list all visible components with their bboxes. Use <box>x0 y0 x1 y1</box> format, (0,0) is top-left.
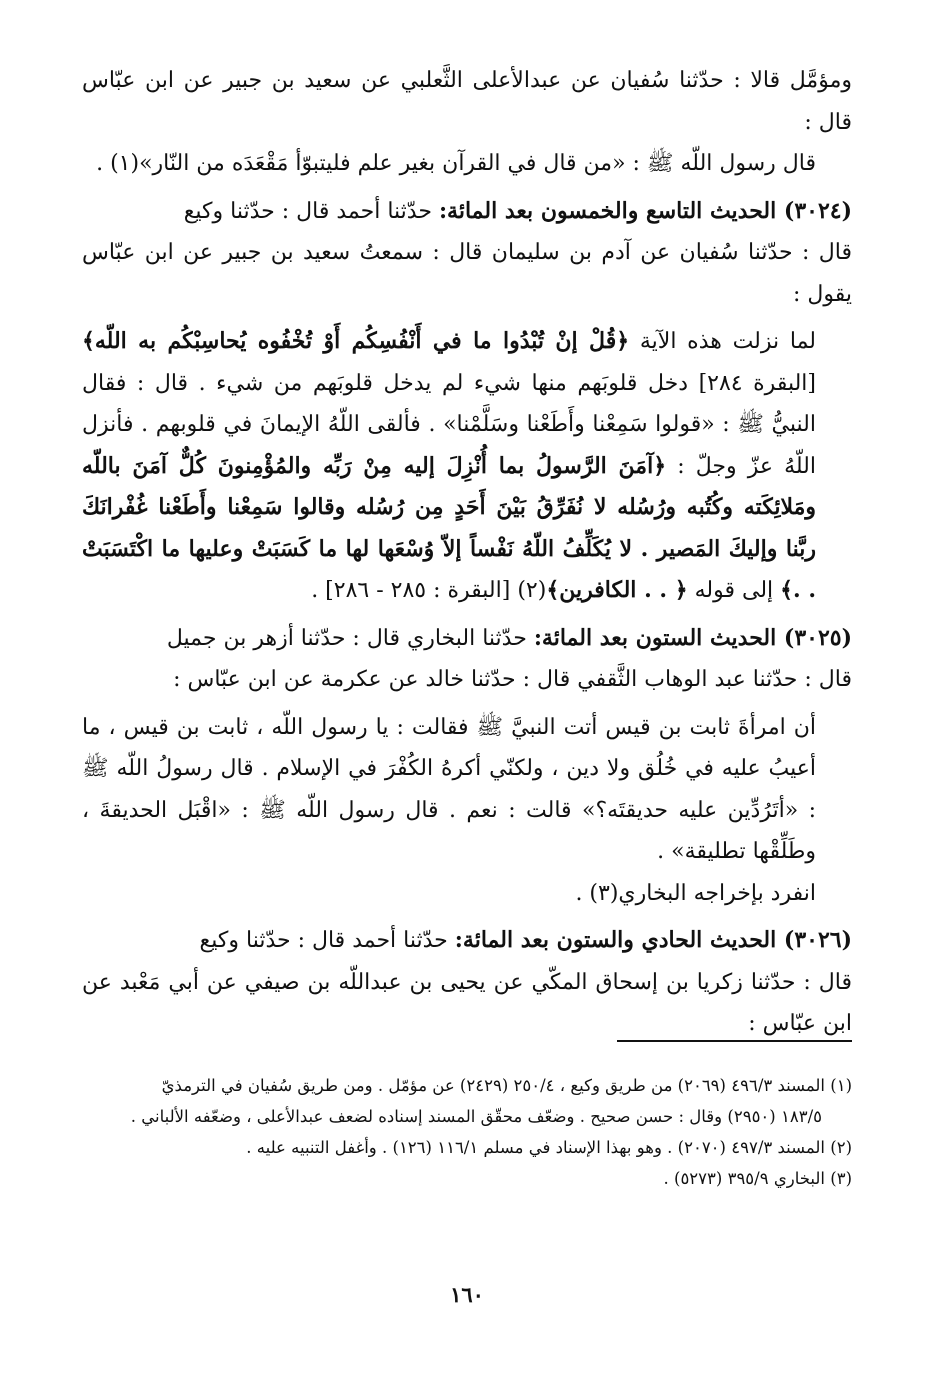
hadith-text-3024-part-b: [البقرة ٢٨٤] دخل قلوبَهم منها شيء لم يدخل قلوبَهم من شيء . قال : فقال النبيُّ ﷺ : «قولوا سَمِعْنا وأَطَعْنا وسَلَّمْنا» . فألقى اللّهُ الإيمانَ في قلوبهم . فأنزل اللّهُ عزّ وجلّ : <box>82 370 816 479</box>
quran-verse-285: ﴿آمَنَ الرَّسولُ بما أُنْزِلَ إليه مِنْ رَبِّه والمُؤْمِنونَ كُلٌّ آمَنَ باللّه ومَلائِكَته وكُتُبه ورُسُله لا نُفَرِّقُ بَيْنَ أَحَدٍ مِن رُسُله وقالوا سَمِعْنا وأَطَعْنا غُفْرانَكَ ربَّنا وإليكَ المَصير . لا يُكَلِّفُ اللّهُ نَفْساً إلاّ وُسْعَها لها ما كَسَبَتْ وعليها ما اكْتَسَبَتْ . .﴾ <box>82 452 816 603</box>
hadith-text-3024-part-d: (٢) [البقرة : ٢٨٥ - ٢٨٦] . <box>311 578 547 603</box>
hadith-text-3025: أن امرأةَ ثابت بن قيس أتت النبيَّ ﷺ فقالت : يا رسول اللّه ، ثابت بن قيس ، ما أعيبُ عليه في خُلُق ولا دين ، ولكنّي أكرهُ الكُفْرَ في الإسلام . قال رسولُ اللّه ﷺ : «أتَرُدِّين عليه حديقتَه؟» قالت : نعم . قال رسول اللّه ﷺ : «اقْبَل الحديقةَ ، وطَلِّقْها تطليقة» . <box>82 714 816 864</box>
quran-verse-284: ﴿قُلْ إنْ تُبْدُوا ما في أَنْفُسِكُم أَوْ تُخْفُوه يُحاسِبْكُم به اللّه﴾ <box>82 328 630 354</box>
hadith-chain-3024-continued: قال : حدّثنا سُفيان عن آدم بن سليمان قال : سمعتُ سعيد بن جبير عن ابن عبّاس يقول : <box>82 240 852 307</box>
page-number: ١٦٠ <box>450 1282 484 1307</box>
footnote-1-continued: ١٨٣/٥ (٢٩٥٠) وقال : حسن صحيح . وضعّف محقّق المسند إسناده لضعف عبدالأعلى ، وضعّفه الألباني . <box>130 1107 822 1126</box>
paragraph-chain-continued: ومؤمَّل قالا : حدّثنا سُفيان عن عبدالأعلى الثَّعلبي عن سعيد بن جبير عن ابن عبّاس قال : <box>82 68 852 135</box>
footnote-divider <box>617 1040 852 1042</box>
hadith-text-3024 <box>82 321 852 612</box>
hadith-chain-3025-start: حدّثنا البخاري قال : حدّثنا أزهر بن جميل <box>166 625 534 651</box>
paragraph-hadith-text-3023: قال رسول اللّه ﷺ : «من قال في القرآن بغير علم فليتبوّأ مَقْعَدَه من النّار»(١) . <box>96 151 816 176</box>
main-text <box>82 60 852 1045</box>
hadith-number-title-3026: (٣٠٢٦) الحديث الحادي والستون بعد المائة: <box>454 927 852 953</box>
hadith-chain-3025-continued: قال : حدّثنا عبد الوهاب الثَّقفي قال : حدّثنا خالد عن عكرمة عن ابن عبّاس : <box>173 667 852 692</box>
hadith-text-3024-part-a: لما نزلت هذه الآية <box>629 329 817 354</box>
book-page <box>82 60 852 1340</box>
footnote-3: (٣) البخاري ٣٩٥/٩ (٥٢٧٣) . <box>663 1169 852 1188</box>
hadith-chain-3024-start: حدّثنا أحمد قال : حدّثنا وكيع <box>183 198 439 224</box>
hadith-chain-3026-continued: قال : حدّثنا زكريا بن إسحاق المكّي عن يحيى بن عبداللّه بن صيفي عن أبي مَعْبد عن ابن عبّاس : <box>82 969 852 1036</box>
hadith-text-3024-part-c: إلى قوله <box>687 578 781 603</box>
footnotes <box>82 1070 852 1194</box>
footnote-1: (١) المسند ٤٩٦/٣ (٢٠٦٩) من طريق وكيع ، ٢٥٠/٤ (٢٤٢٩) عن مؤمّل . ومن طريق سُفيان في الترمذيّ <box>161 1076 852 1095</box>
hadith-note-3025: انفرد بإخراجه البخاري(٣) . <box>575 880 816 906</box>
footnote-2: (٢) المسند ٤٩٧/٣ (٢٠٧٠) . وهو بهذا الإسناد في مسلم ١١٦/١ (١٢٦) . وأغفل التنبيه عليه . <box>246 1138 852 1157</box>
hadith-number-title-3024: (٣٠٢٤) الحديث التاسع والخمسون بعد المائة: <box>438 197 852 224</box>
quran-verse-286-end: ﴿ . . الكافرين﴾ <box>546 577 688 603</box>
hadith-number-title-3025: (٣٠٢٥) الحديث الستون بعد المائة: <box>533 624 852 651</box>
hadith-heading-3026 <box>82 920 852 962</box>
hadith-chain-3026-start: حدّثنا أحمد قال : حدّثنا وكيع <box>199 928 455 953</box>
hadith-heading-3024 <box>82 191 852 233</box>
hadith-heading-3025 <box>82 618 852 660</box>
